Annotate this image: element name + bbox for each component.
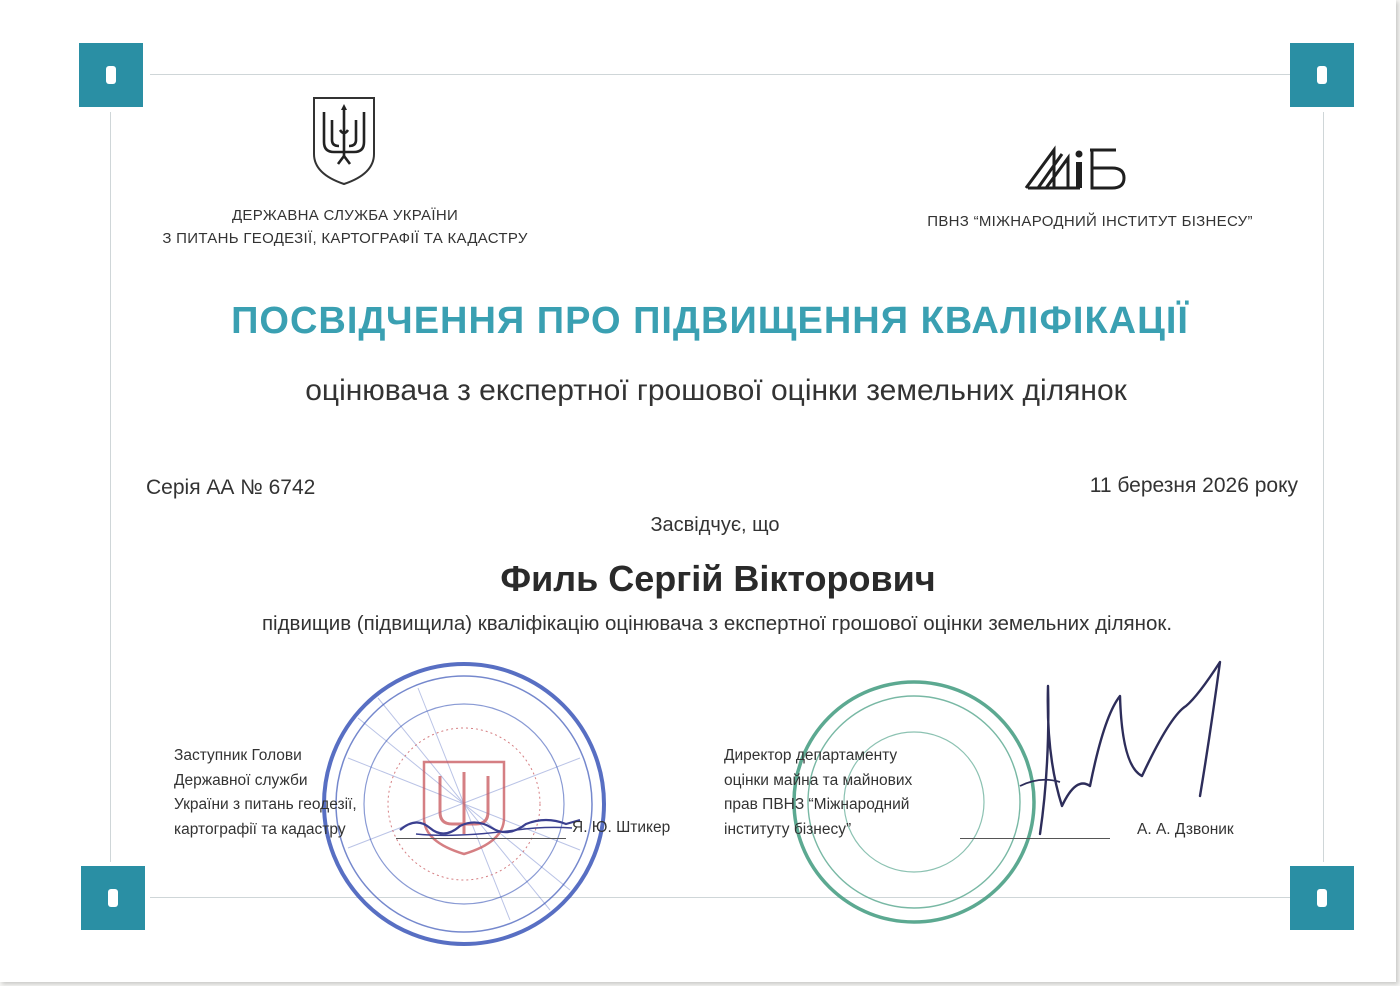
corner-mark-bottom-left [81, 866, 145, 930]
right-signatory-name: А. А. Дзвоник [1137, 821, 1234, 838]
left-organization [120, 204, 570, 250]
blue-round-stamp [318, 658, 610, 950]
corner-mark-icon [108, 889, 118, 907]
left-position-line: Заступник Голови [174, 747, 302, 764]
certificate-series: Серія АА № 6742 [146, 476, 316, 499]
left-handwritten-signature [396, 806, 586, 846]
certifies-text: Засвідчує, що [650, 514, 780, 536]
left-signatory-name: Я. Ю. Штикер [572, 819, 671, 836]
holder-name: Филь Сергій Вікторович [500, 558, 936, 599]
right-organization: ПВНЗ “МІЖНАРОДНИЙ ІНСТИТУТ БІЗНЕСУ” [927, 213, 1253, 230]
certificate-date: 11 березня 2026 року [1089, 474, 1298, 497]
right-position-line: оцінки майна та майнових [724, 771, 913, 789]
frame-line-left [110, 112, 111, 862]
right-position-line: інституту бізнесу” [724, 820, 852, 838]
frame-line-top [150, 74, 1290, 75]
certificate-subtitle: оцінювача з експертної грошової оцінки земельних ділянок [305, 374, 1127, 407]
corner-mark-icon [1317, 66, 1327, 84]
left-position-line: картографії та кадастру [174, 820, 346, 838]
corner-mark-bottom-right [1290, 866, 1354, 930]
left-position-line: Державної служби [174, 771, 308, 789]
corner-mark-icon [106, 66, 116, 84]
mib-logo [1024, 144, 1152, 190]
corner-mark-top-right [1290, 43, 1354, 107]
frame-line-right [1323, 112, 1324, 862]
left-signatory-position [174, 744, 357, 842]
certificate-title: ПОСВІДЧЕННЯ ПРО ПІДВИЩЕННЯ КВАЛІФІКАЦІЇ [231, 300, 1189, 342]
trident-emblem-icon [312, 96, 376, 186]
right-position-line: прав ПВНЗ “Міжнародний [724, 796, 910, 813]
corner-mark-top-left [79, 43, 143, 107]
left-org-line1: ДЕРЖАВНА СЛУЖБА УКРАЇНИ [231, 207, 459, 224]
right-signatory-position [724, 744, 912, 842]
left-position-line: України з питань геодезії, [174, 796, 357, 813]
corner-mark-icon [1317, 889, 1327, 907]
left-org-line2: З ПИТАНЬ ГЕОДЕЗІЇ, КАРТОГРАФІЇ ТА КАДАСТРУ [162, 230, 528, 247]
right-position-line: Директор департаменту [724, 747, 898, 764]
qualification-statement: підвищив (підвищила) кваліфікацію оцінювача з експертної грошової оцінки земельних ділянок. [261, 612, 1173, 635]
